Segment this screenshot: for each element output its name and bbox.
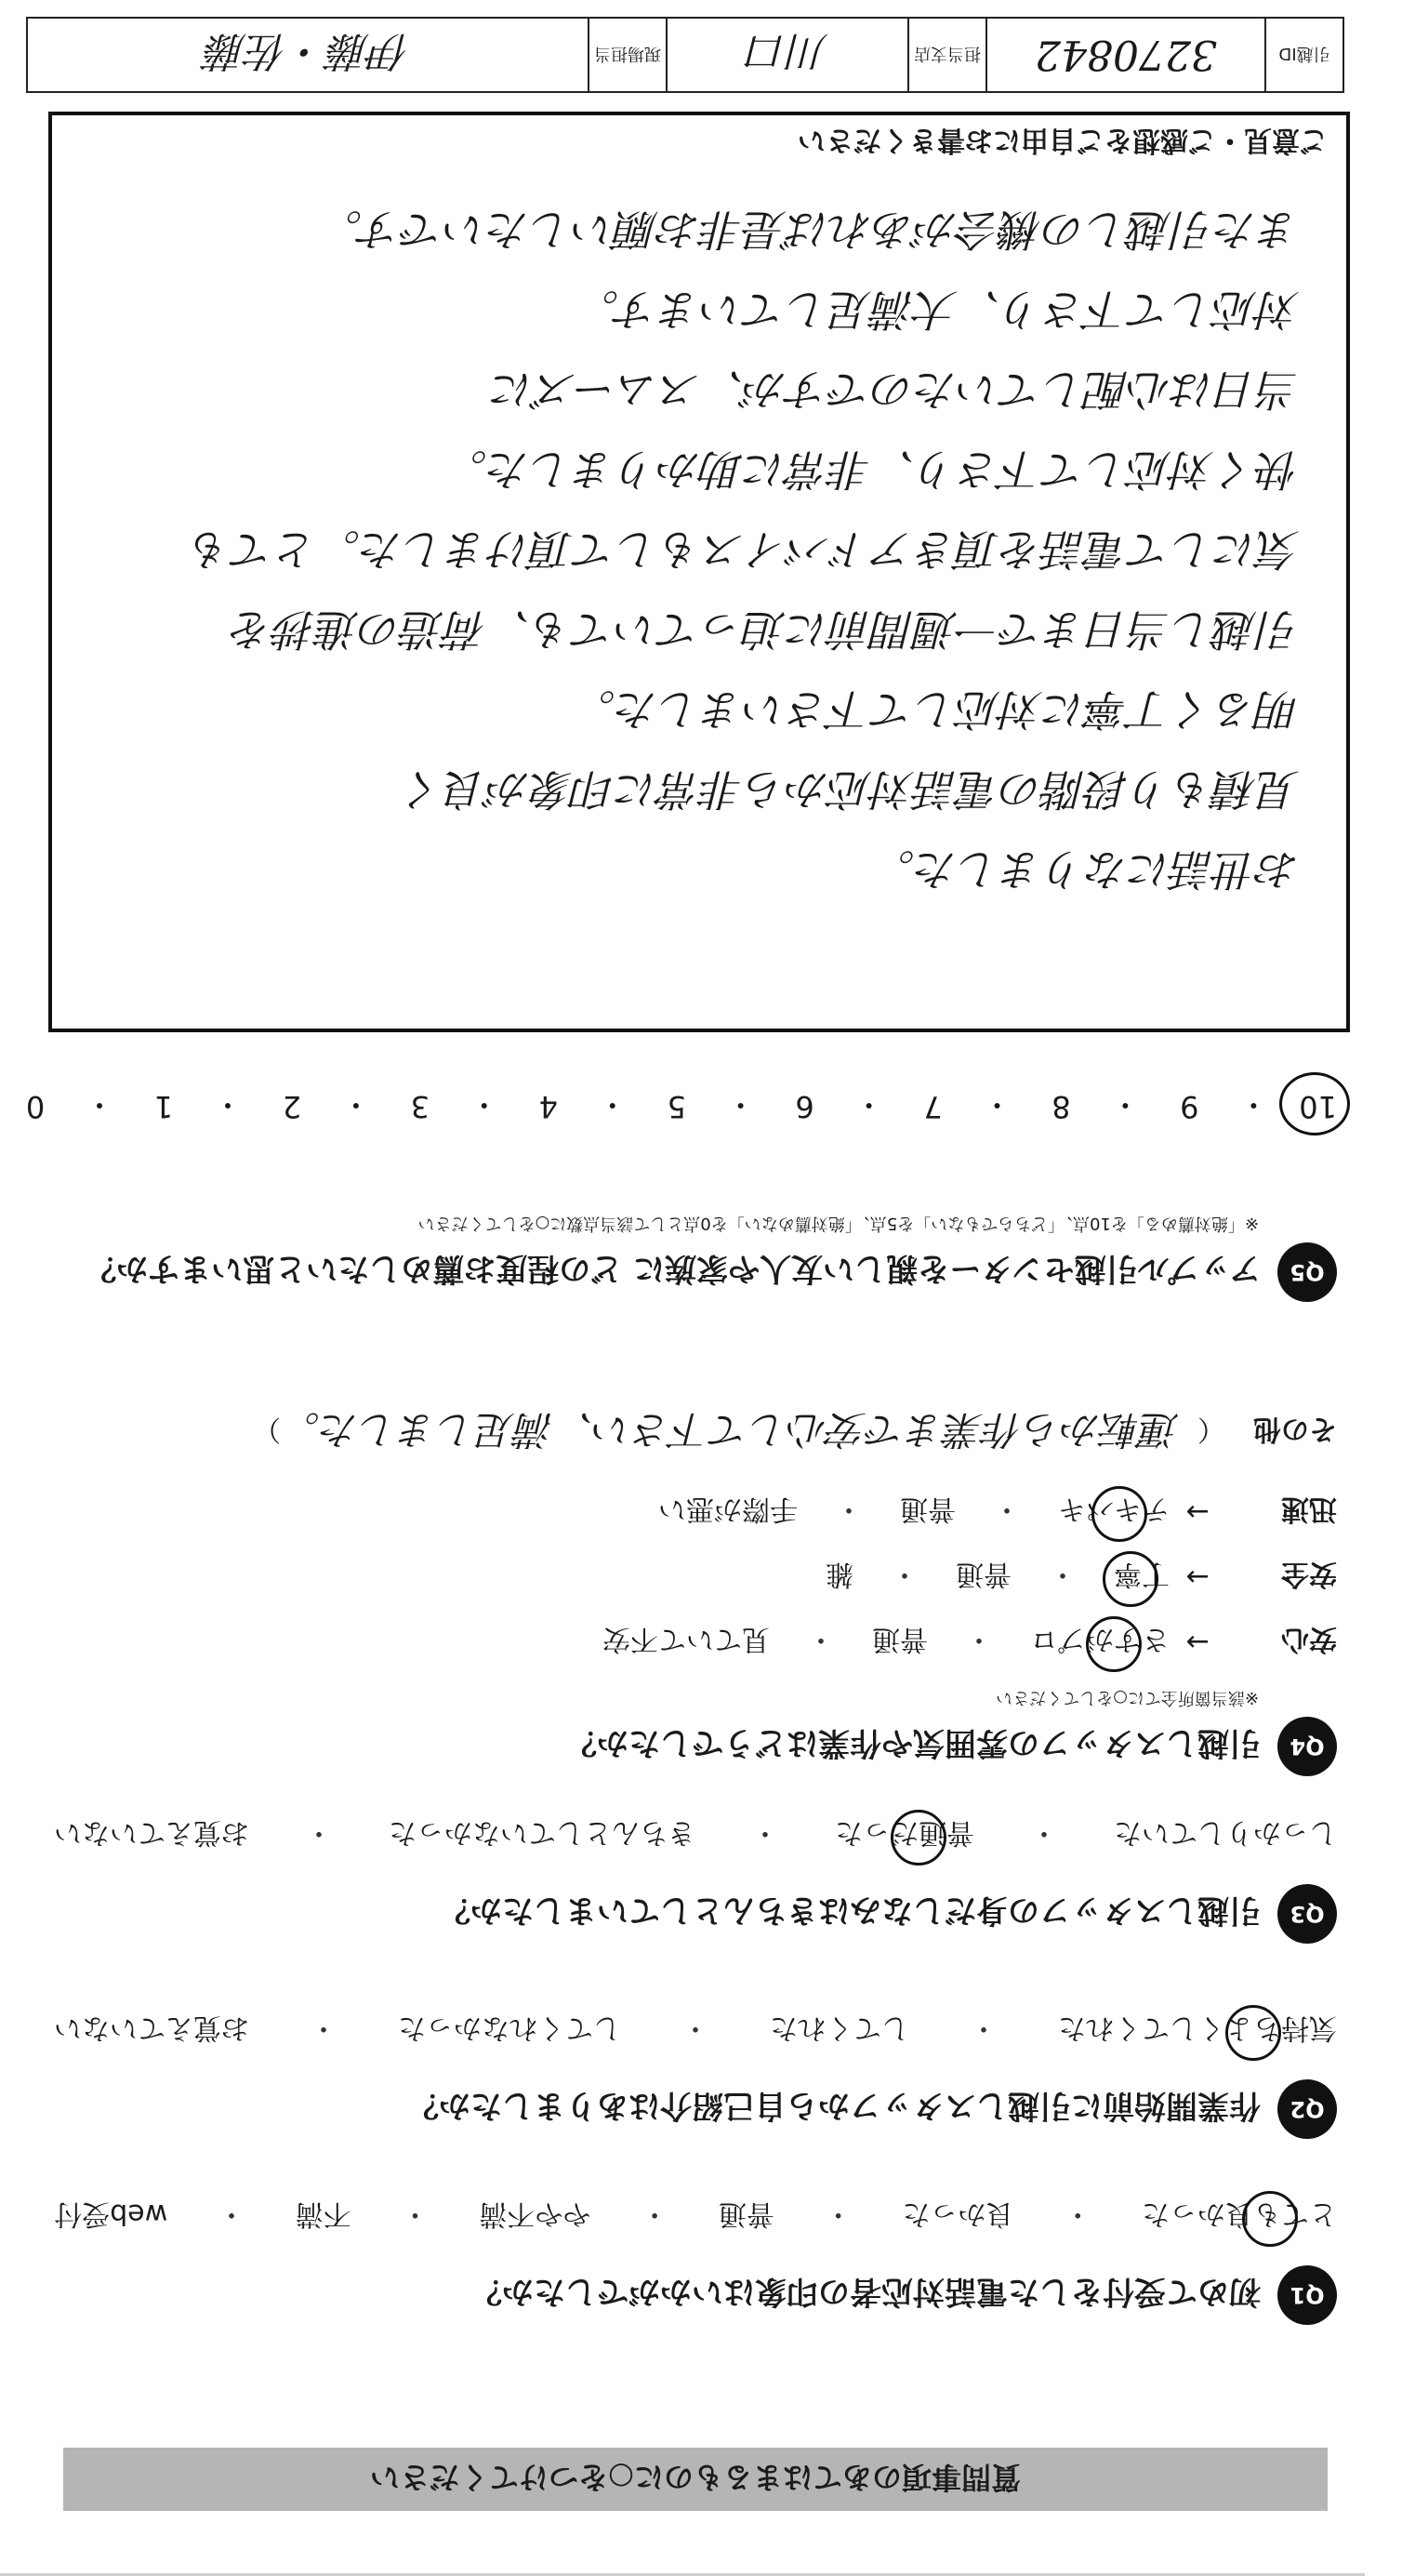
leader-value: 伊藤・佐藤 — [205, 27, 410, 74]
q4-other-row: その他 （ 運転から作業まで安心して下さい、満足しました。 ） — [35, 1404, 1337, 1460]
option[interactable]: 良かった — [902, 2198, 1014, 2230]
q5-badge: Q5 — [1277, 1242, 1337, 1302]
option[interactable]: web受付 — [54, 2198, 168, 2230]
branch-value: 川口 — [666, 19, 907, 91]
scale-option[interactable]: 0 — [25, 1089, 46, 1124]
q1-badge: Q1 — [1277, 2265, 1337, 2325]
q5-block — [35, 1213, 1337, 1302]
q1-block — [35, 2197, 1337, 2325]
comment-title: ご意見・ご感想をご自由にお書きください — [798, 124, 1328, 156]
comment-box — [48, 112, 1350, 1032]
scale-option[interactable]: 9 — [1180, 1089, 1199, 1124]
q4-row-anshin — [35, 1622, 1337, 1663]
row-options: テキパキ ・ 普通 ・ 手際が悪い — [658, 1492, 1170, 1533]
option[interactable]: してくれなかった — [398, 2012, 621, 2044]
q3-options: しっかりしていた ・ 普通だった ・ きちんとしていなかった ・ お覚えていない — [35, 1815, 1337, 1856]
option[interactable]: 普通 — [900, 1493, 956, 1525]
option[interactable]: 普通 — [872, 1623, 928, 1655]
option[interactable]: 普通 — [956, 1558, 1012, 1590]
q4-head — [35, 1717, 1337, 1776]
option[interactable]: やや不満 — [479, 2198, 591, 2230]
q1-options: とても良かった ・ 良かった ・ 普通 ・ やや不満 ・ 不満 ・ web受付 — [35, 2197, 1337, 2237]
scale-option[interactable]: 2 — [282, 1089, 302, 1124]
other-value[interactable]: 運転から作業まで安心して下さい、満足しました。 — [280, 1407, 1179, 1453]
q4-row-anzen — [35, 1557, 1337, 1598]
q2-block — [35, 2011, 1337, 2139]
comment-line: 明るく丁寧に対応して下さいました。 — [573, 684, 1300, 735]
q5-head — [35, 1242, 1337, 1302]
q4-row-jinsoku — [35, 1492, 1337, 1533]
row-label: 安全 — [1281, 1558, 1337, 1590]
scale-option[interactable]: 7 — [923, 1089, 943, 1124]
row-options: さすがプロ ・ 普通 ・ 見ていて不安 — [602, 1622, 1170, 1663]
comment-line: 引越し当日まで一週間前に迫っていても、荷造の進捗を — [231, 604, 1300, 655]
arrow-icon: → — [1185, 1495, 1210, 1529]
q3-head — [35, 1884, 1337, 1944]
option[interactable]: とても良かった — [1142, 2197, 1337, 2237]
scale-option[interactable]: 1 — [153, 1089, 174, 1124]
option[interactable]: しっかりしていた — [1114, 1816, 1337, 1849]
comment-line: 見積もり段階の電話対応から非常に印象が良く — [402, 764, 1300, 815]
row-options: 丁寧 ・ 普通 ・ 雑 — [826, 1557, 1170, 1598]
comment-line: また引越しの機会があれば是非お願いしたいです。 — [319, 205, 1300, 255]
option[interactable]: きちんとしていなかった — [389, 1816, 695, 1849]
comment-lines — [89, 190, 1300, 991]
q2-text: 作業開始前に引越しスタッフから自己紹介はありましたか？ — [407, 2087, 1261, 2125]
option[interactable]: 雑 — [826, 1558, 853, 1590]
id-label: 引越ID — [1264, 19, 1342, 91]
scale-option[interactable]: 3 — [410, 1089, 430, 1124]
row-label: 迅速 — [1281, 1493, 1337, 1525]
header-table — [26, 17, 1344, 93]
arrow-icon: → — [1185, 1560, 1210, 1594]
option[interactable]: 普通 — [718, 2198, 774, 2230]
scale-option[interactable]: 8 — [1052, 1089, 1071, 1124]
id-value: 3270842 — [985, 19, 1264, 91]
q4-note: ※該当箇所全てに○をしてください — [996, 1688, 1259, 1707]
option[interactable]: 気持ちよくしてくれた — [1058, 2011, 1337, 2052]
q3-text: 引越しスタッフの身だしなみはきちんとしていましたか？ — [439, 1892, 1261, 1930]
q1-text: 初めて受付をした電話対応者の印象はいかがでしたか？ — [470, 2273, 1261, 2311]
other-label: その他 — [1253, 1413, 1337, 1445]
leader-label: 現場担当 — [588, 19, 666, 91]
q4-badge: Q4 — [1277, 1717, 1337, 1776]
option[interactable]: 見ていて不安 — [602, 1623, 770, 1655]
option[interactable]: 不満 — [295, 2198, 351, 2230]
comment-line: 当日は心配していたのですが、スムーズに — [491, 365, 1300, 415]
option[interactable]: してくれた — [770, 2012, 909, 2044]
q4-text: 引越しスタッフの雰囲気や作業はどうでしたか？ — [565, 1724, 1261, 1762]
q5-text: アップル引越センターを親しい友人や家族に どの程度お薦めしたいと思いますか？ — [85, 1250, 1261, 1288]
option[interactable]: 普通だった — [835, 1815, 974, 1856]
q3-block — [35, 1815, 1337, 1944]
row-label: 安心 — [1281, 1623, 1337, 1655]
scale-option[interactable]: 6 — [795, 1089, 814, 1124]
q4-block — [35, 1404, 1337, 1776]
arrow-icon: → — [1185, 1626, 1210, 1659]
comment-line: 気にして電話を頂きアドバイスもして頂けました。とても — [189, 524, 1300, 575]
q2-badge: Q2 — [1277, 2079, 1337, 2139]
q2-head — [35, 2079, 1337, 2139]
q5-note: ※「絶対薦める」を10点、「どちらでもない」を5点、「絶対薦めない」を0点として該当点数に○をしてください — [417, 1214, 1259, 1233]
branch-label: 担当支店 — [907, 19, 985, 91]
q2-options: 気持ちよくしてくれた ・ してくれた ・ してくれなかった ・ お覚えていない — [35, 2011, 1337, 2052]
option[interactable]: お覚えていない — [54, 2012, 249, 2044]
q5-scale: 10 ・ 9 ・ 8 ・ 7 ・ 6 ・ 5 ・ 4 ・ 3 ・ 2 ・ 1 ・ 0 — [17, 1074, 1337, 1139]
instruction-banner: 質問事項のあてはまるものに○をつけてください — [63, 2448, 1328, 2511]
scale-option[interactable]: 4 — [538, 1089, 558, 1124]
comment-line: 快く対応して下さり、非常に助かりました。 — [444, 445, 1300, 495]
q3-badge: Q3 — [1277, 1884, 1337, 1944]
scale-option[interactable]: 10 — [1299, 1089, 1337, 1124]
comment-line: 対応して下さり、大満足しています。 — [575, 285, 1300, 335]
option[interactable]: さすがプロ — [1030, 1622, 1170, 1663]
comment-line: お世話になりました。 — [872, 844, 1300, 895]
option[interactable]: お覚えていない — [54, 1816, 249, 1849]
option[interactable]: 丁寧 — [1114, 1557, 1170, 1598]
option[interactable]: テキパキ — [1058, 1492, 1170, 1533]
q1-head — [35, 2265, 1337, 2325]
option[interactable]: 手際が悪い — [658, 1493, 798, 1525]
scale-option[interactable]: 5 — [667, 1089, 686, 1124]
